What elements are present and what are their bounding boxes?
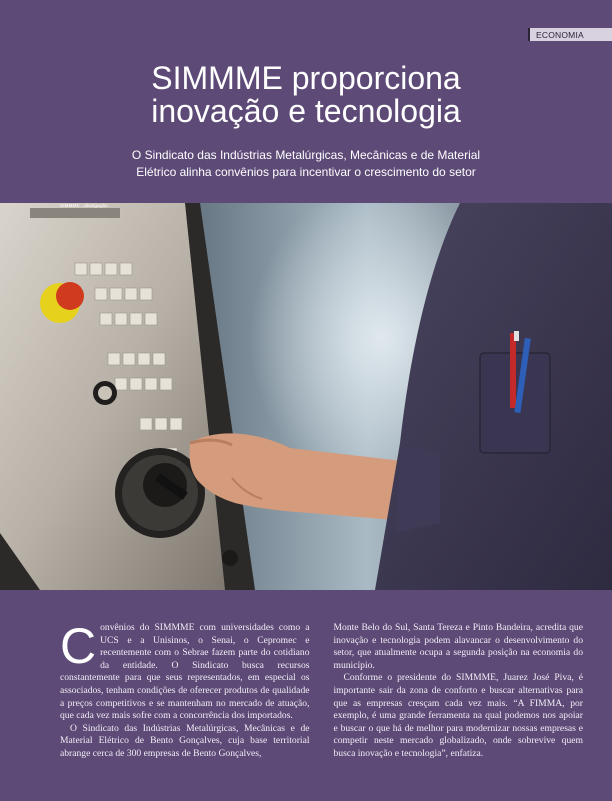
paragraph: O Sindicato das Indústrias Metalúrgicas, Mecânicas e de Material Elétrico de Bento Gonçalves, cuja base territorial abrange cerca de 300 empresas de Bento Gonçalves, (60, 722, 310, 759)
section-label: ECONOMIA (536, 29, 584, 40)
paragraph-text: onvênios do SIMMME com universidades como a UCS e a Unisinos, o Senai, o Cepromec e recentemente com o Sebrae fazem parte do cotidiano da entidade. O Sindicato busca recursos constantemente para que seus representados, em especial os associados, tenham condições de oferecer produtos de qualidade a preços competitivos e se mantenham no mercado de atuação, que cada vez mais sofre com a concorrência dos importados. (60, 622, 310, 722)
drop-cap: C (60, 618, 97, 674)
article-subtitle (0, 147, 612, 181)
photo-credit: SIMMME - divulgação (60, 203, 108, 208)
paragraph: Conforme o presidente do SIMMME, Juarez José Piva, é importante sair da zona de conforto e buscar alternativas para que as empresas cresçam cada vez mais. “A FIMMA, por exemplo, é uma grande ferramenta na qual podemos nos apoiar e buscar o que há de melhor para modernizar nossas empresas e competir neste mercado globalizado, onde sobrevive quem busca inovação e tecnologia”, enfatiza. (333, 672, 583, 759)
article-title-line-2: inovação e tecnologia (151, 93, 461, 129)
article-photo (0, 203, 612, 590)
article-title (0, 62, 612, 128)
article-title-line-1: SIMMME proporciona (151, 60, 461, 96)
paragraph (60, 618, 310, 723)
article-column-1 (60, 618, 310, 761)
article-subtitle-line-2: Elétrico alinha convênios para incentivar o crescimento do setor (136, 165, 476, 179)
article-body (60, 618, 583, 761)
section-tag-bar (528, 28, 530, 41)
article-subtitle-line-1: O Sindicato das Indústrias Metalúrgicas, Mecânicas e de Material (131, 148, 481, 162)
article-column-2 (334, 622, 584, 761)
paragraph: Monte Belo do Sul, Santa Tereza e Pinto Bandeira, acredita que inovação e tecnologia podem alavancar o desenvolvimento do setor, que atualmente ocupa a segunda posição na economia do município. (333, 622, 583, 671)
control-panel-photo (0, 203, 612, 590)
section-tag (528, 28, 612, 41)
